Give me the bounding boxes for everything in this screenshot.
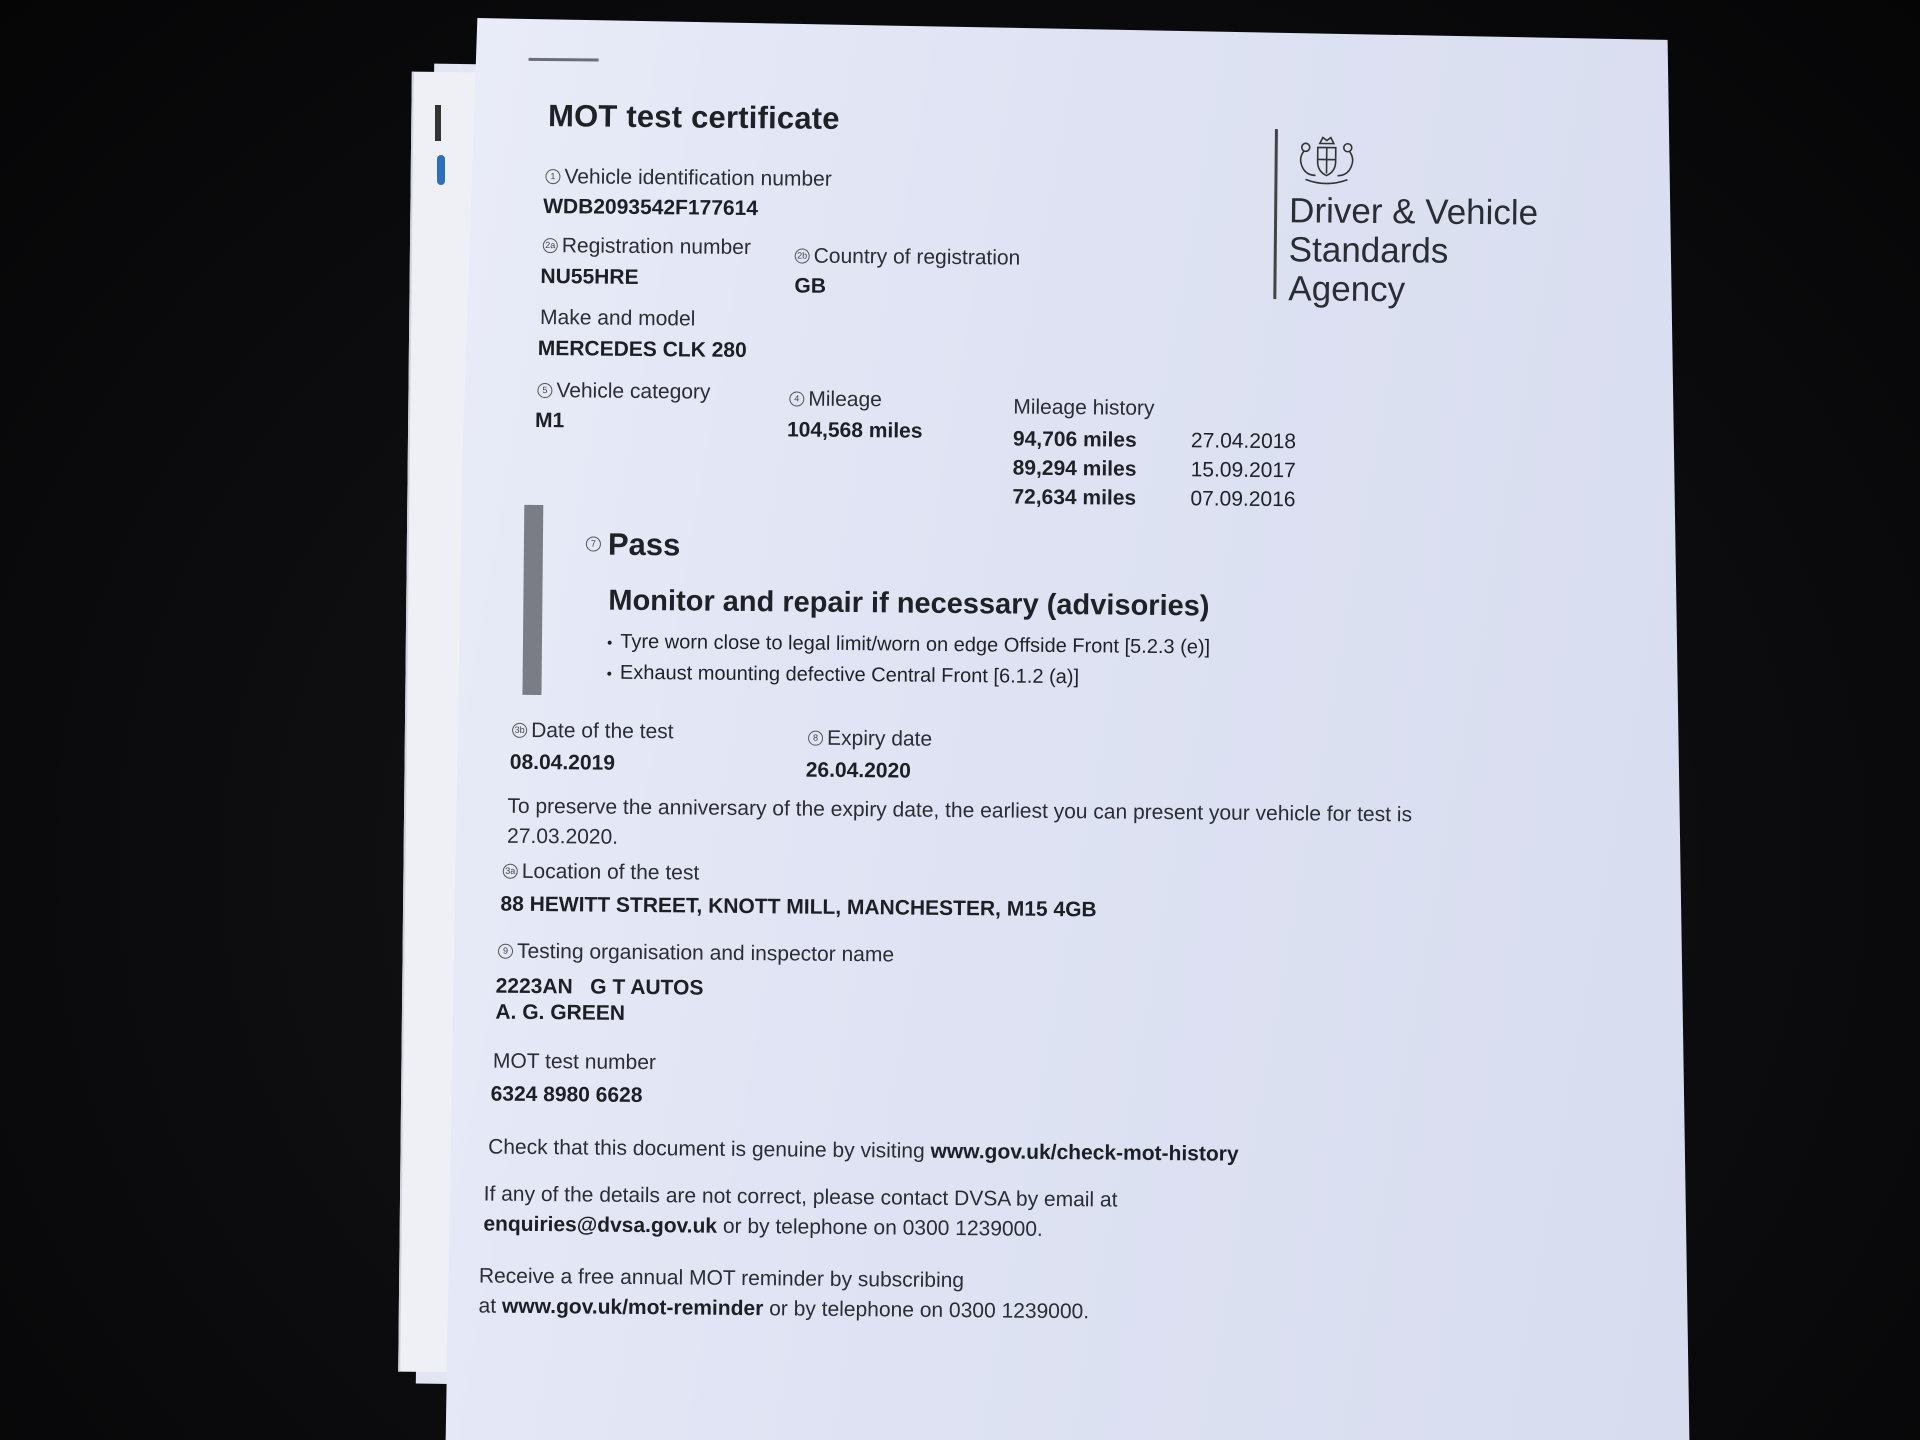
field-number-badge: 9 xyxy=(498,944,513,959)
mileage-value: 104,568 miles xyxy=(786,418,923,443)
field-number-badge: 3a xyxy=(503,864,518,879)
mileage-history-row xyxy=(1013,454,1296,486)
agency-name: Driver & Vehicle Standards Agency xyxy=(1288,191,1539,310)
advisories-heading: Monitor and repair if necessary (advisories) xyxy=(608,584,1210,623)
genuine-check-note: Check that this document is genuine by visiting www.gov.uk/check-mot-history xyxy=(488,1135,1239,1166)
field-number-badge: 4 xyxy=(789,391,804,406)
make-model-label: Make and model xyxy=(539,306,696,331)
expiry-date-value: 26.04.2020 xyxy=(805,758,911,783)
registration-label: 2a Registration number xyxy=(543,234,751,260)
field-number-badge: 1 xyxy=(545,169,560,184)
advisories-list xyxy=(607,627,1211,695)
inspector-name: A. G. GREEN xyxy=(495,1000,626,1025)
test-date-value: 08.04.2019 xyxy=(509,750,616,775)
contact-note xyxy=(483,1180,1117,1246)
country-value: GB xyxy=(794,274,827,298)
history-miles: 72,634 miles xyxy=(1012,485,1137,510)
pass-indicator-bar xyxy=(522,505,543,695)
field-number-badge: 5 xyxy=(537,383,552,398)
result-field-number xyxy=(586,532,605,556)
history-miles: 89,294 miles xyxy=(1012,456,1137,481)
test-date-label: 3b Date of the test xyxy=(512,719,674,745)
organisation-label: 9 Testing organisation and inspector name xyxy=(498,940,894,968)
mileage-label: 4 Mileage xyxy=(789,387,882,412)
reminder-line: Receive a free annual MOT reminder by subscribing xyxy=(478,1264,965,1293)
royal-coat-of-arms-icon xyxy=(1291,129,1362,188)
mileage-history-table xyxy=(1012,425,1296,515)
vin-label: 1 Vehicle identification number xyxy=(545,165,832,192)
history-date: 15.09.2017 xyxy=(1190,458,1296,483)
field-number-badge: 3b xyxy=(512,723,527,738)
test-number-label: MOT test number xyxy=(492,1049,657,1075)
expiry-date-label: 8 Expiry date xyxy=(808,727,932,752)
history-miles: 94,706 miles xyxy=(1012,427,1137,452)
registration-value: NU55HRE xyxy=(540,265,639,289)
field-number-badge: 7 xyxy=(586,536,601,551)
mileage-history-row xyxy=(1012,483,1295,515)
mileage-history-row xyxy=(1013,425,1296,457)
vehicle-category-value: M1 xyxy=(535,408,565,433)
dvsa-email-link[interactable]: enquiries@dvsa.gov.uk xyxy=(483,1212,718,1238)
reminder-link-line: at www.gov.uk/mot-reminder or by telephone on 0300 1239000. xyxy=(478,1294,1090,1324)
earliest-test-date: 27.03.2020. xyxy=(507,824,619,849)
contact-email-line: enquiries@dvsa.gov.uk or by telephone on 0300 1239000. xyxy=(483,1212,1043,1241)
check-mot-history-link[interactable]: www.gov.uk/check-mot-history xyxy=(930,1139,1239,1166)
anniversary-note xyxy=(507,792,1508,862)
agency-logo-rule xyxy=(1273,129,1278,299)
make-model-value: MERCEDES CLK 280 xyxy=(537,336,747,362)
organisation-value: 2223AN G T AUTOS xyxy=(495,974,704,1000)
field-number-badge: 2a xyxy=(543,238,558,253)
history-date: 07.09.2016 xyxy=(1190,487,1296,512)
advisory-item: • Tyre worn close to legal limit/worn on edge Offside Front [5.2.3 (e)] xyxy=(607,627,1210,664)
location-value: 88 HEWITT STREET, KNOTT MILL, MANCHESTER, M15 4GB xyxy=(500,892,1097,922)
test-number-value: 6324 8980 6628 xyxy=(490,1082,643,1108)
field-number-badge: 2b xyxy=(795,248,810,263)
vin-value: WDB2093542F177614 xyxy=(543,195,759,221)
mot-reminder-link[interactable]: www.gov.uk/mot-reminder xyxy=(501,1294,764,1321)
vehicle-category-label: 5 Vehicle category xyxy=(537,379,710,405)
certificate-title: MOT test certificate xyxy=(547,98,840,136)
mileage-history-label: Mileage history xyxy=(1013,395,1155,420)
contact-line: If any of the details are not correct, please contact DVSA by email at xyxy=(483,1182,1118,1212)
country-label: 2b Country of registration xyxy=(795,244,1021,270)
field-number-badge: 8 xyxy=(808,731,823,746)
location-label: 3a Location of the test xyxy=(503,860,700,886)
result-status: Pass xyxy=(607,526,681,563)
advisory-item: • Exhaust mounting defective Central Front [6.1.2 (a)] xyxy=(607,658,1210,695)
history-date: 27.04.2018 xyxy=(1190,429,1297,454)
corner-rule xyxy=(529,58,599,62)
anniversary-note-line: To preserve the anniversary of the expiry date, the earliest you can present your vehicle for test is xyxy=(507,794,1413,827)
reminder-note xyxy=(478,1261,1089,1327)
